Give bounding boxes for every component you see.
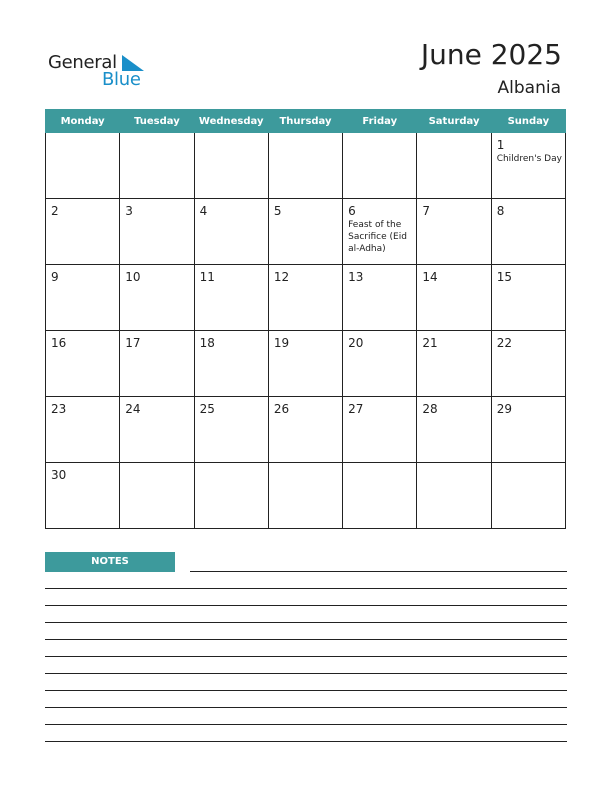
calendar-day-cell: [46, 463, 120, 529]
note-line: [45, 605, 567, 606]
calendar-day-cell: [194, 133, 268, 199]
calendar-day-cell: [343, 463, 417, 529]
day-number: 10: [125, 270, 141, 284]
day-number: 12: [273, 270, 290, 284]
note-line: [45, 724, 567, 725]
note-line: [45, 588, 567, 589]
day-number: 14: [422, 270, 438, 284]
calendar-day-cell: [268, 331, 342, 397]
calendar-grid: [45, 109, 566, 529]
day-number: 7: [422, 204, 431, 218]
day-number: 2: [51, 204, 59, 218]
logo-text-blue: Blue: [102, 69, 141, 90]
calendar-day-cell: [343, 397, 417, 463]
weekday-monday: Monday: [46, 110, 120, 133]
day-number: 13: [348, 270, 364, 284]
calendar-day-cell: [491, 397, 565, 463]
weekday-tuesday: Tuesday: [120, 110, 194, 133]
day-number: 22: [496, 336, 512, 350]
weekday-header-row: [46, 110, 566, 133]
calendar-week-row: [46, 463, 566, 529]
calendar-day-cell: [417, 397, 491, 463]
calendar-week-row: [46, 133, 566, 199]
day-number: 19: [273, 336, 290, 350]
day-number: 6: [348, 204, 356, 218]
note-line: [45, 656, 567, 657]
day-number: 1: [496, 138, 505, 152]
calendar-day-cell: [120, 331, 194, 397]
note-line: [45, 673, 567, 674]
calendar-day-cell: [194, 397, 268, 463]
day-number: 3: [125, 204, 133, 218]
day-number: 5: [273, 204, 282, 218]
day-number: 21: [422, 336, 438, 350]
calendar-day-cell: [120, 199, 194, 265]
day-number: 11: [199, 270, 215, 284]
holiday-label: Feast of the Sacrifice (Eid al-Adha): [348, 220, 407, 254]
weekday-friday: Friday: [343, 110, 417, 133]
generalblue-logo: [48, 52, 158, 92]
calendar-day-cell: [491, 199, 565, 265]
calendar-day-cell: [417, 133, 491, 199]
day-number: 27: [348, 402, 364, 416]
day-number: 26: [273, 402, 290, 416]
note-line: [45, 622, 567, 623]
day-number: 16: [51, 336, 67, 350]
calendar-day-cell: [491, 133, 565, 199]
calendar-day-cell: [491, 265, 565, 331]
day-number: 4: [199, 204, 208, 218]
country-name: Albania: [497, 78, 561, 98]
calendar-day-cell: [268, 397, 342, 463]
calendar-day-cell: [417, 199, 491, 265]
calendar-day-cell: [343, 265, 417, 331]
calendar-week-row: [46, 265, 566, 331]
calendar-day-cell: [194, 265, 268, 331]
calendar-day-cell: [268, 133, 342, 199]
calendar-week-row: [46, 397, 566, 463]
calendar-day-cell: [46, 397, 120, 463]
day-number: 8: [496, 204, 505, 218]
day-number: 29: [496, 402, 512, 416]
calendar-day-cell: [46, 265, 120, 331]
weekday-wednesday: Wednesday: [194, 110, 268, 133]
day-number: 28: [422, 402, 438, 416]
calendar-day-cell: [46, 133, 120, 199]
calendar-day-cell: [491, 331, 565, 397]
weekday-thursday: Thursday: [268, 110, 342, 133]
day-number: 15: [496, 270, 512, 284]
calendar-day-cell: [268, 265, 342, 331]
calendar-day-cell: [417, 463, 491, 529]
day-number: 30: [51, 468, 67, 482]
calendar-day-cell: [120, 265, 194, 331]
logo-text-general: General: [48, 52, 117, 73]
note-line: [190, 571, 567, 572]
holiday-label: Children's Day: [496, 154, 562, 164]
calendar-day-cell: [120, 397, 194, 463]
day-number: 18: [199, 336, 215, 350]
calendar-day-cell: [268, 199, 342, 265]
calendar-day-cell: [194, 331, 268, 397]
note-line: [45, 741, 567, 742]
page-title: June 2025: [420, 38, 562, 71]
weekday-sunday: Sunday: [491, 110, 565, 133]
day-number: 25: [199, 402, 215, 416]
calendar-day-cell: [120, 133, 194, 199]
day-number: 9: [51, 270, 59, 284]
note-line: [45, 690, 567, 691]
calendar-day-cell: [120, 463, 194, 529]
calendar-day-cell: [417, 265, 491, 331]
note-line: [45, 707, 567, 708]
calendar-day-cell: [343, 133, 417, 199]
day-number: 23: [51, 402, 67, 416]
day-number: 17: [125, 336, 141, 350]
notes-header: NOTES: [45, 552, 175, 572]
day-number: 20: [348, 336, 364, 350]
note-line: [45, 639, 567, 640]
day-number: 24: [125, 402, 141, 416]
calendar-week-row: [46, 199, 566, 265]
weekday-saturday: Saturday: [417, 110, 491, 133]
calendar-day-cell: [194, 463, 268, 529]
calendar-day-cell: [194, 199, 268, 265]
calendar-day-cell: [343, 199, 417, 265]
calendar-day-cell: [46, 199, 120, 265]
calendar-day-cell: [417, 331, 491, 397]
calendar-week-row: [46, 331, 566, 397]
calendar-day-cell: [268, 463, 342, 529]
calendar-day-cell: [46, 331, 120, 397]
calendar-day-cell: [343, 331, 417, 397]
calendar-day-cell: [491, 463, 565, 529]
